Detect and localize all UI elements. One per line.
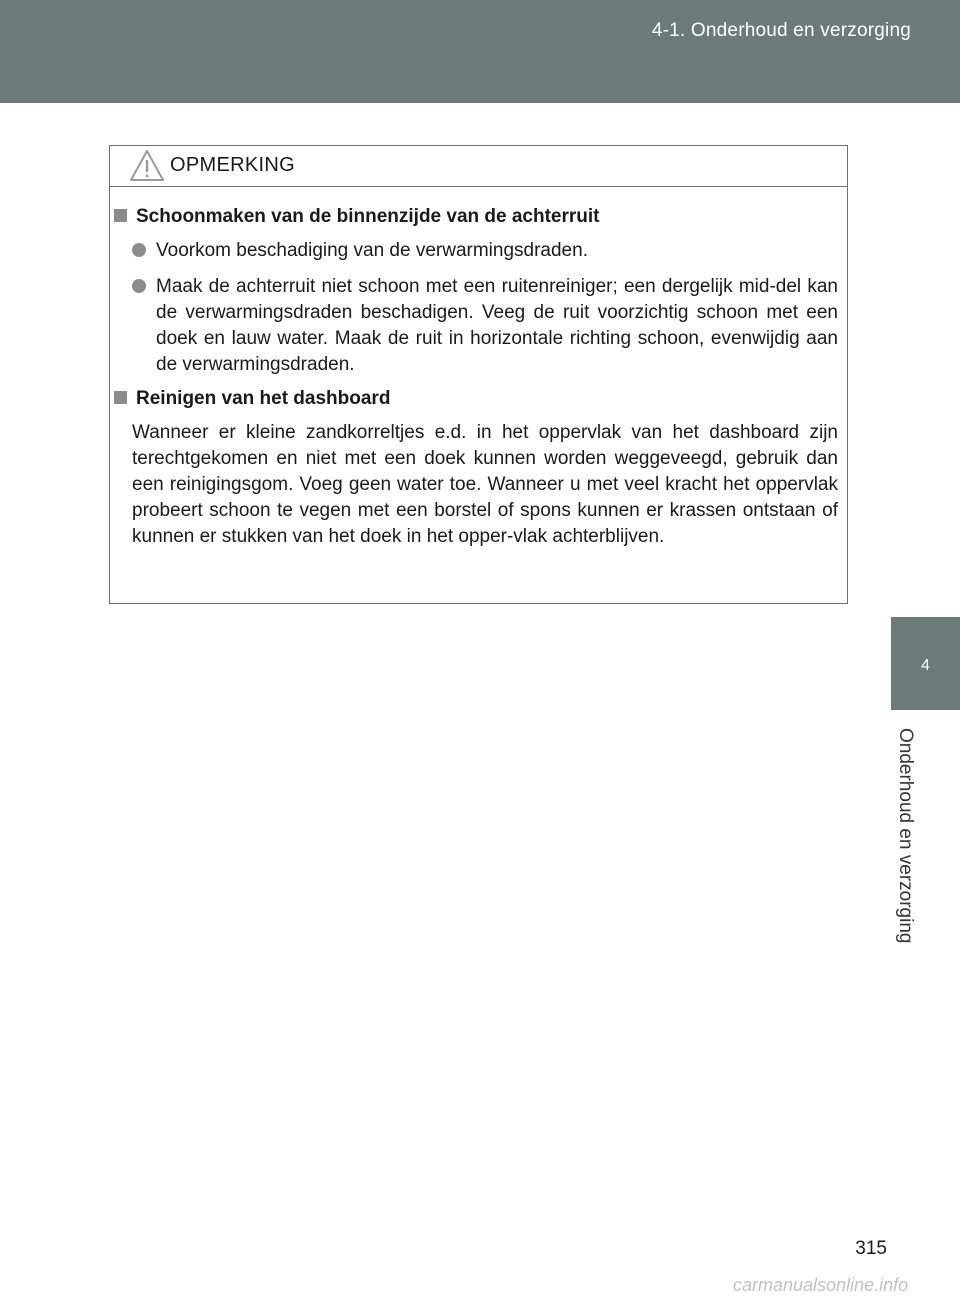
section-title: 4-1. Onderhoud en verzorging [651,20,911,41]
section-heading [114,204,847,234]
paragraph: Wanneer er kleine zandkorreltjes e.d. in het oppervlak van het dashboard zijn terechtgekomen en niet met een doek kunnen worden weggeveegd, gebruik dan een reinigingsgom. Voeg geen water toe. Wanneer u met veel kracht het oppervlak probeert schoon te vegen met een borstel of spons kunnen er krassen ontstaan of kunnen er stukken van het doek in het opper-vlak achterblijven. [132,422,838,547]
round-bullet-icon [132,279,146,293]
section-heading [114,386,847,416]
notice-header [110,146,847,187]
list-item-text: Voorkom beschadiging van de verwarmingsdraden. [156,240,588,261]
list-item-text: Maak de achterruit niet schoon met een ruitenreiniger; een dergelijk mid-del kan de verwarmingsdraden beschadigen. Veeg de ruit voorzichtig schoon met een doek en lauw water. Maak de ruit in horizontale richting schoon, evenwijdig aan de verwarmingsdraden. [156,276,838,375]
page-header [0,0,960,103]
notice-body [110,204,847,550]
square-bullet-icon [114,391,127,404]
round-bullet-icon [132,243,146,257]
warning-triangle-icon [129,149,165,183]
notice-box [109,145,848,604]
chapter-number: 4 [921,657,930,674]
notice-title: OPMERKING [170,154,295,176]
square-bullet-icon [114,209,127,222]
list-item [156,238,838,264]
list-item [156,274,838,378]
heading-text: Reinigen van het dashboard [136,388,391,409]
page-number: 315 [855,1238,887,1259]
chapter-label: Onderhoud en verzorging [895,728,916,944]
heading-text: Schoonmaken van de binnenzijde van de achterruit [136,206,600,227]
chapter-tab [891,617,960,710]
watermark: carmanualsonline.info [733,1275,909,1295]
